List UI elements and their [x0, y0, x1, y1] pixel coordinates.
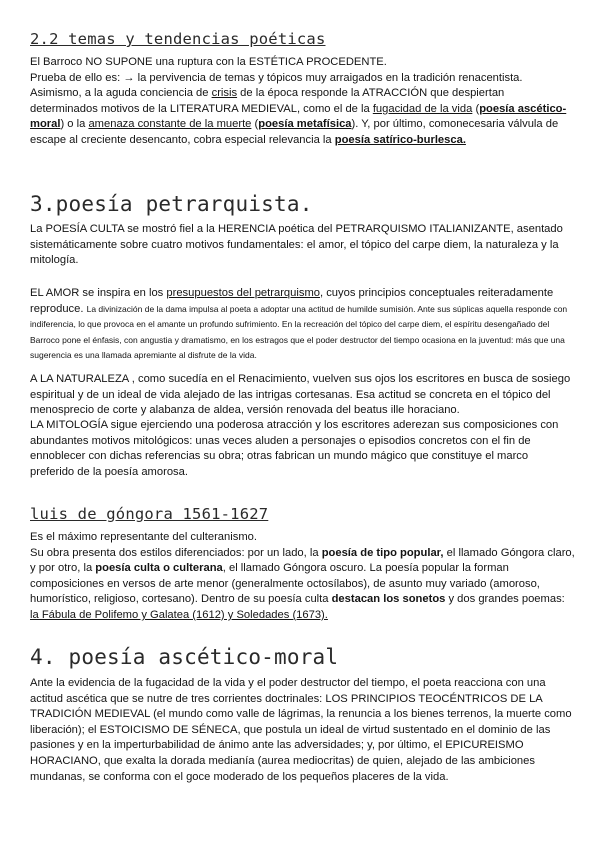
heading-text: 3.poesía petrarquista.	[30, 192, 313, 216]
ascetico-paragraph: Ante la evidencia de la fugacidad de la vida y el poder destructor del tiempo, el poeta reacciona con una actitud ascética que se nutre de tres corrientes doctrinales: LOS PRINCIPIOS TEOCÉNTRICOS DE LA TRADICIÓN MEDIEVAL (el mundo como valle de lágrimas, la renuncia a los bienes terrenos, la muerte como liberación); el ESTOICISMO DE SÉNECA, que postula un ideal de virtud sustentado en el dominio de las pasiones y en la imperturbabilidad de ánimo ante las adversidades; y, por último, el EPICUREISMO HORACIANO, que exalta la dorada medianía (aurea mediocritas) de quien, alejado de las ambiciones mundanas, se conforma con el goce moderado de los pequeños placeres de la vida.	[30, 677, 572, 783]
heading-text: luis de góngora 1561-1627	[30, 505, 269, 523]
line: determinados motivos de la LITERATURA MEDIEVAL, como el de la fugacidad de la vida (poesía ascético-moral) o la amenaza constante de la muerte (poesía metafísica). Y, por último, comonecesaria válvula de escape al creciente desencanto, cobra especial relevancia la poesía satírico-burlesca.	[30, 102, 567, 146]
crisis-term: crisis	[211, 87, 238, 100]
metafisica-term: poesía metafísica	[258, 118, 352, 131]
petrarquismo-intro: La POESÍA CULTA se mostró fiel a la HERENCIA poética del PETRARQUISMO ITALIANIZANTE, asentado sistemáticamente sobre cuatro motivos fundamentales: el amor, el tópico del carpe diem, la naturaleza y la mitología.	[30, 223, 563, 267]
heading-poesia-ascetico-moral	[30, 645, 338, 669]
culta-term: poesía culta o culterana	[95, 562, 223, 575]
amenaza-term: amenaza constante de la muerte	[88, 118, 252, 131]
ascetico-term: poesía ascético-moral	[30, 102, 567, 131]
line: Su obra presenta dos estilos diferenciados: por un lado, la poesía de tipo popular, el llamado Góngora claro, y por otro, la poesía culta o culterana, el llamado Góngora oscuro. La poesía popular la forman composiciones en versos de arte menor (generalmente octosílabos), de asunto muy variado (amoroso, humorístico, religioso, cortesano). Dentro de su poesía culta destacan los sonetos y dos grandes poemas: la Fábula de Polifemo y Galatea (1612) y Soledades (1673).	[30, 546, 575, 621]
presupuestos-term: presupuestos del petrarquismo	[166, 287, 320, 299]
satirico-term: poesía satírico-burlesca.	[334, 133, 466, 146]
line: Prueba de ello es: → la pervivencia de temas y tópicos muy arraigados en la tradición renacentista.	[30, 71, 523, 84]
amor-small-text: La divinización de la dama impulsa al poeta a adoptar una actitud de humilde sumisión. Ante sus súplicas aquella responde con indiferencia, lo que provoca en el amante un profundo sufrimiento. En la recreación del tópico del carpe diem, el espíritu desengañado del Barroco pone el énfasis, con angustia y dramatismo, en los estragos que el poder destructor del tiempo ocasiona en la juventud: más que una sugerencia es una llamada apremiante al disfrute de la vida.	[30, 303, 568, 361]
fugacidad-term: fugacidad de la vida	[372, 102, 473, 115]
heading-text: 2.2 temas y tendencias poéticas	[30, 30, 326, 48]
heading-text: 4. poesía ascético-moral	[30, 645, 339, 669]
heading-temas-tendencias	[30, 30, 326, 48]
amor-paragraph: EL AMOR se inspira en los presupuestos del petrarquismo, cuyos principios conceptuales reiteradamente reproduce. La divinización de la dama impulsa al poeta a adoptar una actitud de humilde sumisión. Ante sus súplicas aquella responde con indiferencia, lo que provoca en el amante un profundo sufrimiento. En la recreación del tópico del carpe diem, el espíritu desengañado del Barroco pone el énfasis, con angustia y dramatismo, en los estragos que el poder destructor del tiempo ocasiona en la juventud: más que una sugerencia es una llamada apremiante al disfrute de la vida.	[30, 287, 568, 361]
gongora-paragraph	[30, 530, 575, 624]
popular-term: poesía de tipo popular,	[321, 546, 444, 559]
sonetos-term: destacan los sonetos	[331, 593, 446, 606]
poemas-term: la Fábula de Polifemo y Galatea (1612) y Soledades (1673).	[30, 608, 328, 621]
line: Asimismo, a la aguda conciencia de crisis de la época responde la ATRACCIÓN que despiertan	[30, 87, 505, 100]
mitologia-paragraph: LA MITOLOGÍA sigue ejerciendo una poderosa atracción y los escritores aderezan sus composiciones con abundantes motivos mitológicos: unas veces aluden a personajes o episodios concretos con el fin de ennoblecer con dichas referencias su obra; otras fabrican un mundo mágico que constituye el marco preferido de la poesía amorosa.	[30, 419, 559, 478]
line: Es el máximo representante del culteranismo.	[30, 531, 257, 543]
heading-gongora	[30, 505, 268, 523]
heading-poesia-petrarquista	[30, 192, 313, 216]
line: El Barroco NO SUPONE una ruptura con la ESTÉTICA PROCEDENTE.	[30, 56, 387, 68]
temas-paragraph	[30, 55, 575, 149]
naturaleza-paragraph: A LA NATURALEZA , como sucedía en el Renacimiento, vuelven sus ojos los escritores en busca de sosiego espiritual y de un ideal de vida alejado de las intrigas cortesanas. Esa actitud se concreta en el tópico del menosprecio de corte y alabanza de aldea, versión renovada del beatus ille horaciano.	[30, 373, 571, 417]
